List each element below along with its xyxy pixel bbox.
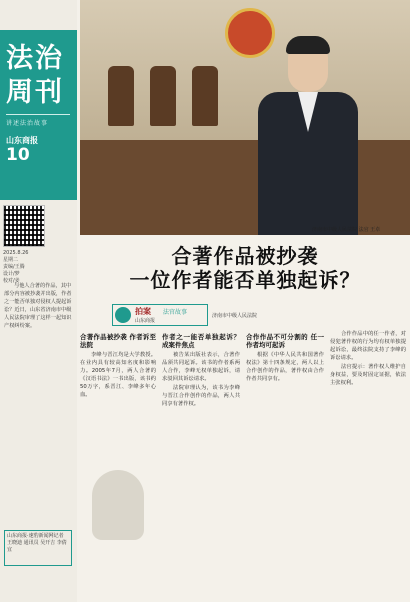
- logo-brand: 拍案: [135, 307, 151, 316]
- chair-icon: [150, 66, 176, 126]
- masthead: [0, 30, 77, 200]
- court-emblem-icon: [225, 8, 275, 58]
- article-column-3: [246, 330, 324, 384]
- paragraph: 法官提示：著作权人维护自身权益，要及时固定证据，依法主张权利。: [330, 364, 406, 386]
- headline-line-2: 一位作者能否单独起诉？: [129, 268, 361, 292]
- sidebar-summary: 与他人合著的作品，其中部分内容被抄袭并出版，作者之一能否单独对侵权人提起诉讼？近日，山东省济南市中级人民法院审理了这样一起知识产权纠纷案。: [4, 283, 72, 329]
- logo-label: 法官故事: [163, 309, 188, 316]
- chair-icon: [192, 66, 218, 126]
- paper-name: 山东商报: [6, 136, 38, 145]
- court-name: 济南市中级人民法院: [212, 313, 258, 319]
- reporter-box: 山东商报·速豹新闻网记者 王晓迪 通讯员 吴开吉 李倩宜: [4, 530, 72, 566]
- headline-line-1: 合著作品被抄袭: [171, 244, 319, 268]
- masthead-subtitle: 讲述法治故事: [6, 120, 49, 127]
- photo-caption: 济南市中级人民法院 法官 王卓: [312, 227, 381, 233]
- section-heading: 合著作品被抄袭 作者诉至法院: [80, 333, 156, 349]
- sidebar: [0, 0, 77, 602]
- paragraph: 被告某出版社表示，合著作品须共同起诉。该书的作者系两人合作，李峰无权单独起诉，请求驳回其诉讼请求。: [162, 352, 240, 382]
- section-heading: 作者之一能否单独起诉？ 成案件焦点: [162, 333, 240, 349]
- decorative-figure: [92, 470, 144, 540]
- seal-icon: [115, 307, 131, 323]
- article-column-1: [80, 330, 156, 400]
- masthead-title: 法治周刊: [6, 43, 64, 108]
- judge-bench: [80, 140, 410, 235]
- page-number: 10: [6, 145, 30, 165]
- article-column-4: [330, 330, 406, 388]
- qr-code: [3, 205, 45, 247]
- column-logo: [112, 304, 208, 326]
- masthead-divider: [6, 114, 70, 115]
- paragraph: 根据《中华人民共和国著作权法》第十四条规定，两人以上合作创作的作品，著作权由合作作者共同享有。: [246, 352, 324, 382]
- paragraph: 法院审理认为，该书为李峰与晋江合作创作的作品，两人共同享有著作权。: [162, 385, 240, 407]
- issue-meta: 2025.8.26 星期二 责编/王腾 设计/梦 校对/姜: [3, 250, 29, 284]
- judge-photo: [80, 0, 410, 235]
- section-heading: 合作作品不可分割的 任一作者均可起诉: [246, 333, 324, 349]
- chair-icon: [108, 66, 134, 126]
- logo-org: 山东商报: [135, 318, 156, 324]
- headline: [80, 244, 410, 292]
- paragraph: 合作作品中的任一作者，对侵犯著作权的行为均有权单独提起诉讼，最终法院支持了李峰的诉讼请求。: [330, 331, 406, 361]
- article-column-2: [162, 330, 240, 409]
- paragraph: 李峰与晋江均是大学教授。在业内具有较高知名度和影响力。2005年7月，两人合著的《汉语书法》一书出版，该书约50万字，系晋江、李峰多年心血。: [80, 352, 156, 398]
